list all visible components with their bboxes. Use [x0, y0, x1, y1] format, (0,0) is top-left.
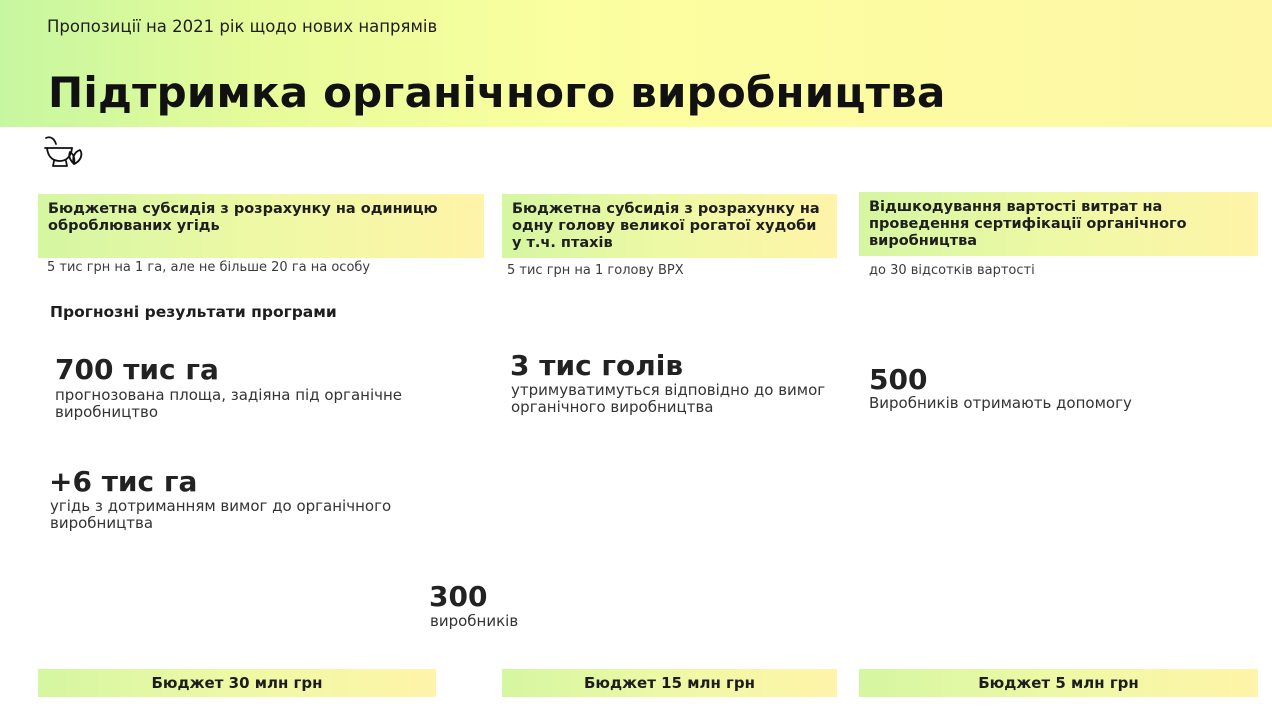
result-desc-extra-area: угідь з дотриманням вимог до органічного виробництва — [50, 497, 392, 532]
card-head-cattle-subsidy: Бюджетна субсидія з розрахунку на одну голову великої рогатої худоби у т.ч. птахів — [502, 194, 837, 258]
result-desc-aid: Виробників отримають допомогу — [869, 394, 1132, 412]
result-value-area: 700 тис га — [55, 353, 219, 386]
card-head-certification: Відшкодування вартості витрат на проведення сертифікації органічного виробництва — [859, 192, 1258, 256]
result-desc-heads: утримуватимуться відповідно до вимог органічного виробництва — [511, 381, 826, 416]
card-note-land-subsidy: 5 тис грн на 1 га, але не більше 20 га на особу — [47, 260, 371, 275]
result-desc-producers: виробників — [430, 612, 519, 630]
page-title: Підтримка органічного виробництва — [48, 68, 946, 117]
page-subtitle: Пропозиції на 2021 рік щодо нових напрямів — [47, 17, 438, 36]
mortar-pestle-leaf-icon — [42, 134, 86, 170]
result-desc-area: прогнозована площа, задіяна під органічне виробництво — [55, 386, 403, 421]
card-note-certification: до 30 відсотків вартості — [869, 263, 1035, 278]
header-banner — [0, 0, 1272, 127]
budget-cattle: Бюджет 15 млн грн — [502, 669, 837, 697]
card-note-cattle-subsidy: 5 тис грн на 1 голову ВРХ — [507, 263, 684, 278]
budget-land: Бюджет 30 млн грн — [38, 669, 436, 697]
card-head-land-subsidy: Бюджетна субсидія з розрахунку на одиницю оброблюваних угідь — [38, 194, 484, 258]
result-value-heads: 3 тис голів — [510, 349, 684, 382]
results-heading: Прогнозні результати програми — [50, 303, 337, 321]
result-value-producers: 300 — [429, 580, 488, 613]
budget-certification: Бюджет 5 млн грн — [859, 669, 1258, 697]
result-value-aid: 500 — [869, 363, 928, 396]
result-value-extra-area: +6 тис га — [49, 465, 198, 498]
